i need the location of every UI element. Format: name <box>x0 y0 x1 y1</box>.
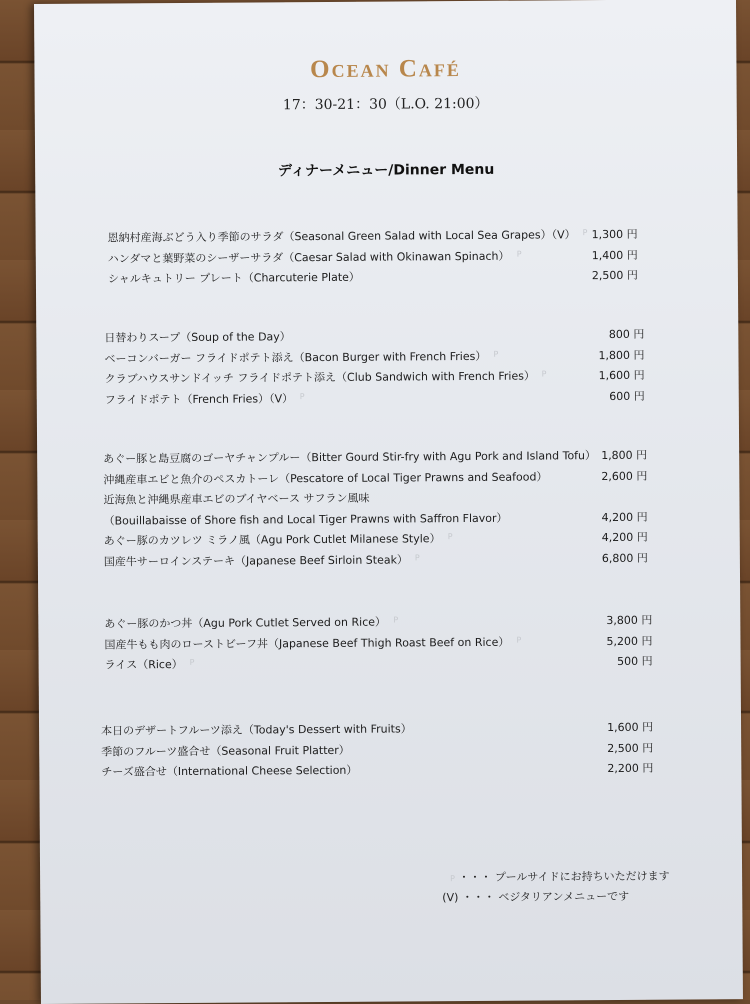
poolside-mark: P <box>516 635 522 645</box>
menu-item-name: チーズ盛合せ（International Cheese Selection） <box>101 763 358 779</box>
menu-item-price: 6,800 円 <box>601 551 648 565</box>
poolside-mark: P <box>393 615 399 625</box>
menu-item-price: 1,300 円 <box>591 227 638 242</box>
menu-item-price: 1,600 円 <box>607 720 654 735</box>
legend-text: ・・・ プールサイドにお持ちいただけます <box>458 869 670 885</box>
legend-vegetarian <box>442 888 629 905</box>
menu-item-price: 2,200 円 <box>607 761 654 776</box>
poolside-mark: P <box>189 657 195 667</box>
menu-item-price: 1,600 円 <box>598 368 645 383</box>
menu-item-price: 600 円 <box>609 389 645 403</box>
menu-item-name: 国産牛サーロインステーキ（Japanese Beef Sirloin Steak） <box>103 552 408 569</box>
menu-item-name: 季節のフルーツ盛合せ（Seasonal Fruit Platter） <box>101 743 350 759</box>
menu-section <box>36 325 739 412</box>
menu-item-price: 500 円 <box>617 654 653 668</box>
menu-item-name: あぐー豚のかつ丼（Agu Pork Cutlet Served on Rice） <box>104 615 387 631</box>
menu-section <box>38 611 740 677</box>
legend-pool <box>450 868 670 886</box>
menu-section <box>37 446 740 574</box>
legend-text: ・・・ ベジタリアンメニューです <box>461 889 630 905</box>
menu-item-name: クラブハウスサンドイッチ フライドポテト添え（Club Sandwich with French Fries） <box>104 369 536 386</box>
poolside-mark: P <box>516 249 522 259</box>
menu-item-name: 恩納村産海ぶどう入り季節のサラダ（Seasonal Green Salad with Local Sea Grapes）（V） <box>107 228 576 245</box>
legend-symbol: P <box>450 874 455 884</box>
cafe-title: Ocean Café <box>309 55 461 84</box>
poolside-mark: P <box>447 532 453 542</box>
menu-item-name: 国産牛もも肉のローストビーフ丼（Japanese Beef Thigh Roast Beef on Rice） <box>104 635 510 652</box>
poolside-mark: P <box>541 369 547 379</box>
menu-item-name: ベーコンバーガー フライドポテト添え（Bacon Burger with French Fries） <box>104 349 487 366</box>
menu-item-price: 4,200 円 <box>601 530 648 545</box>
opening-hours: 17：30-21：30（L.O. 21:00） <box>282 95 489 114</box>
menu-item-price: 2,500 円 <box>591 268 638 283</box>
menu-item-price: 4,200 円 <box>601 510 648 524</box>
menu-item-name: シャルキュトリー プレート（Charcuterie Plate） <box>107 270 360 286</box>
menu-item <box>37 387 739 412</box>
menu-item-price: 3,800 円 <box>606 613 653 628</box>
menu-heading: ディナーメニュー/Dinner Menu <box>277 161 495 180</box>
menu-paper <box>34 0 743 1004</box>
menu-item-price <box>557 488 647 489</box>
menu-item-price: 1,400 円 <box>591 248 638 262</box>
menu-item-name: あぐー豚と島豆腐のゴーヤチャンプルー（Bitter Gourd Stir-fry with Agu Pork and Island Tofu） <box>103 449 597 466</box>
menu-item-name: ライス（Rice） <box>104 657 183 672</box>
menu-item-price: 1,800 円 <box>601 448 648 463</box>
menu-item-name: フライドポテト（French Fries）（V） <box>104 391 294 407</box>
poolside-mark: P <box>493 349 499 359</box>
menu-item-name: 近海魚と沖縄県産車エビのブイヤベース サフラン風味 <box>103 491 370 507</box>
poolside-mark: P <box>414 552 420 562</box>
menu-item-price: 2,500 円 <box>607 741 654 755</box>
menu-section <box>36 225 738 291</box>
menu-section <box>39 718 741 784</box>
legend-symbol: (V) <box>442 891 459 905</box>
menu-item-price: 5,200 円 <box>606 634 653 648</box>
menu-item <box>39 652 741 677</box>
menu-item <box>38 549 740 574</box>
menu-item-name: 本日のデザートフルーツ添え（Today's Dessert with Fruits） <box>101 722 412 738</box>
menu-item-price: 800 円 <box>608 327 645 341</box>
menu-item-name: 日替わりスープ（Soup of the Day） <box>104 330 291 345</box>
poolside-mark: P <box>299 391 305 401</box>
menu-item-name: ハンダマと葉野菜のシーザーサラダ（Caesar Salad with Okinawan Spinach） <box>107 249 510 265</box>
menu-item-name: 沖縄産車エビと魚介のペスカトーレ（Pescatore of Local Tiger Prawns and Seafood） <box>103 469 548 487</box>
menu-item <box>36 266 738 291</box>
poolside-mark: P <box>582 228 588 238</box>
menu-item-price: 1,800 円 <box>598 348 645 362</box>
menu-item <box>39 759 741 784</box>
menu-item-price: 2,600 円 <box>601 469 648 483</box>
menu-item-name: （Bouillabaisse of Shore fish and Local Tiger Prawns with Saffron Flavor） <box>103 511 508 528</box>
menu-item-name: あぐー豚のカツレツ ミラノ風（Agu Pork Cutlet Milanese Style） <box>103 532 441 548</box>
